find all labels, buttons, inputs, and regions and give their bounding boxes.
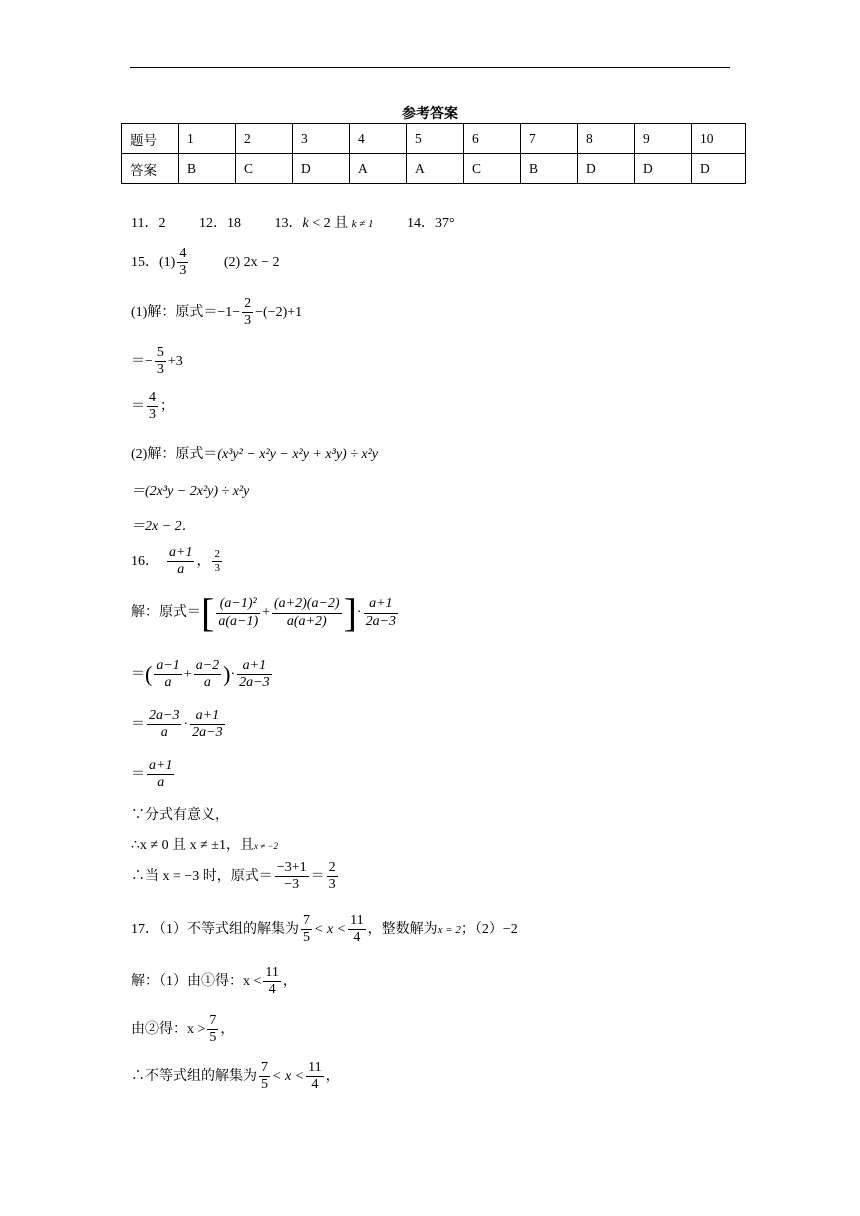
operator: + [262, 605, 271, 621]
denominator: a [164, 675, 172, 691]
page-title: 参考答案 [402, 107, 458, 122]
table-cell: 8 [578, 124, 635, 154]
fraction [275, 860, 309, 893]
numerator: 4 [147, 390, 158, 407]
q17-step2 [131, 1013, 234, 1046]
step-text: 17．（1）不等式组的解集为 [131, 921, 299, 937]
step-text: ， [325, 1068, 340, 1084]
denominator: 3 [214, 562, 220, 575]
q16-head [131, 545, 224, 578]
fraction [259, 1060, 270, 1093]
denominator: a [157, 775, 165, 791]
table-cell: A [350, 154, 407, 184]
fraction [147, 708, 181, 741]
table-cell: C [236, 154, 293, 184]
q15-label: 15．(1) [131, 254, 176, 270]
table-cell: 4 [350, 124, 407, 154]
q15-step3 [131, 390, 174, 423]
step-text: (2)解：原式＝ [131, 447, 218, 462]
left-paren: ( [145, 661, 153, 687]
q16-cond2 [131, 834, 278, 854]
answer-13-cond: < 2 且 [308, 216, 352, 231]
fraction [216, 596, 260, 629]
numerator: 7 [259, 1060, 270, 1077]
numerator: a+1 [167, 545, 194, 562]
numerator: 2a−3 [147, 708, 181, 725]
numerator: 11 [306, 1060, 323, 1077]
fraction [155, 345, 166, 378]
math-expression: (x³y² − x²y − x²y + x³y) ÷ x²y [217, 447, 378, 462]
q16-step1 [131, 590, 400, 635]
fraction [301, 913, 312, 946]
fraction [167, 545, 194, 578]
answer-11: 11．2 [131, 216, 166, 231]
operator: · [356, 605, 362, 621]
denominator: 5 [261, 1077, 268, 1093]
table-cell: B [521, 154, 578, 184]
denominator: 2a−3 [365, 613, 397, 629]
numerator: 7 [301, 913, 312, 930]
step-text: ； [160, 398, 174, 414]
step-text: ， [282, 973, 297, 989]
table-row-label: 答案 [122, 154, 179, 184]
numerator: 7 [207, 1013, 218, 1030]
table-cell: 1 [179, 124, 236, 154]
table-cell: D [692, 154, 746, 184]
denominator: 4 [311, 1077, 319, 1093]
table-cell: 10 [692, 124, 746, 154]
table-cell: C [464, 154, 521, 184]
numerator: a+1 [190, 708, 224, 725]
table-cell: D [578, 154, 635, 184]
table-cell: 9 [635, 124, 692, 154]
step-text: ∴当 x = −3 时，原式＝ [131, 868, 273, 884]
fraction [212, 548, 222, 574]
q16-cond1: ∵分式有意义， [131, 808, 229, 823]
q17-head [131, 913, 518, 946]
table-cell: 2 [236, 124, 293, 154]
table-row-answers [122, 154, 746, 184]
fraction [147, 390, 158, 423]
denominator: 4 [353, 930, 361, 946]
q17-step3 [131, 1060, 340, 1093]
numerator: a−1 [154, 658, 181, 675]
table-cell: D [635, 154, 692, 184]
operator: · [183, 716, 189, 732]
step-text: 由②得：x > [131, 1021, 206, 1037]
step-text: ∴不等式组的解集为 [131, 1068, 257, 1084]
q15-step1 [131, 296, 302, 329]
denominator: 2a−3 [239, 675, 270, 691]
q15-step4 [131, 443, 378, 463]
step-text: ＝− [131, 353, 153, 369]
denominator: 3 [179, 263, 187, 279]
right-bracket: ] [343, 590, 357, 635]
denominator: a [160, 725, 168, 741]
numerator: a+1 [237, 658, 271, 675]
step-text: +3 [167, 353, 183, 369]
fraction [190, 708, 224, 741]
q16-step3 [131, 708, 227, 741]
q17-step1 [131, 965, 297, 998]
answer-13-var: k [302, 216, 309, 231]
table-cell: 6 [464, 124, 521, 154]
denominator: a(a−1) [218, 613, 259, 629]
denominator: 3 [328, 877, 336, 893]
denominator: a [203, 675, 211, 691]
q16-step4 [131, 758, 176, 791]
denominator: 5 [303, 930, 310, 946]
separator: ， [196, 553, 211, 569]
denominator: 3 [244, 313, 252, 329]
answer-table [121, 123, 746, 184]
fraction [194, 658, 221, 691]
math-expression: ＝2x − 2． [131, 519, 196, 534]
math-expression: < x < [314, 921, 347, 937]
numerator: (a+2)(a−2) [272, 596, 342, 613]
operator: · [230, 666, 236, 682]
denominator: 5 [209, 1030, 217, 1046]
q16-cond3 [131, 860, 340, 893]
fraction [263, 965, 280, 998]
table-row-label: 题号 [122, 124, 179, 154]
numerator: (a−1)² [216, 596, 260, 613]
step-text: ＝ [131, 716, 145, 732]
table-row-numbers [122, 124, 746, 154]
step-text: ；（2）−2 [460, 921, 518, 937]
fraction [348, 913, 365, 946]
header-rule [130, 67, 730, 68]
fraction [364, 596, 398, 629]
step-text: 解：（1）由①得：x < [131, 973, 262, 989]
math-expression: ＝(2x³y − 2x²y) ÷ x²y [131, 484, 250, 499]
q15-part2: (2) 2x − 2 [223, 254, 280, 270]
q15-step6 [131, 515, 196, 535]
q15-step5 [131, 480, 249, 500]
denominator: 2a−3 [192, 725, 223, 741]
fraction [237, 658, 271, 691]
fraction [306, 1060, 323, 1093]
step-text: (1)解：原式＝−1− [131, 304, 241, 320]
numerator: a+1 [364, 596, 398, 613]
numerator: 2 [242, 296, 253, 313]
step-text: ＝ [131, 766, 145, 782]
answer-13-label: 13． [274, 216, 303, 231]
table-cell: B [179, 154, 236, 184]
numerator: 11 [348, 913, 365, 930]
denominator: −3 [284, 877, 300, 893]
fraction [177, 246, 188, 279]
numerator: −3+1 [275, 860, 309, 877]
fraction [207, 1013, 218, 1046]
math-expression: < x < [272, 1068, 305, 1084]
table-cell: D [293, 154, 350, 184]
numerator: 4 [177, 246, 188, 263]
answer-14: 14．37° [407, 216, 455, 231]
math-expression: x = 2 [437, 923, 461, 936]
q15-head [131, 246, 280, 279]
table-cell: A [407, 154, 464, 184]
step-text: 解：原式＝ [131, 605, 201, 621]
table-cell: 5 [407, 124, 464, 154]
numerator: 2 [327, 860, 338, 877]
numerator: 11 [263, 965, 280, 982]
fraction [327, 860, 338, 893]
table-cell: 7 [521, 124, 578, 154]
answers-11-14 [131, 212, 455, 232]
left-bracket: [ [201, 590, 215, 635]
fraction [242, 296, 253, 329]
denominator: a [177, 562, 185, 578]
numerator: a−2 [194, 658, 221, 675]
denominator: 3 [149, 407, 156, 423]
q15-step2 [131, 345, 183, 378]
numerator: 5 [155, 345, 166, 362]
numerator: 2 [214, 548, 220, 561]
step-text: ＝ [131, 398, 145, 414]
table-cell: 3 [293, 124, 350, 154]
step-text: −(−2)+1 [255, 304, 303, 320]
step-text: ∴x ≠ 0 且 x ≠ ±1，且 [131, 838, 254, 853]
step-text: ，整数解为 [367, 921, 438, 937]
right-paren: ) [223, 661, 231, 687]
operator: ＝ [310, 868, 325, 884]
q16-label: 16． [131, 553, 159, 569]
q16-step2 [131, 658, 274, 691]
math-expression: x ≠ −2 [253, 841, 278, 851]
fraction [154, 658, 181, 691]
denominator: 3 [156, 362, 164, 378]
denominator: 4 [268, 982, 276, 998]
step-text: ＝ [131, 666, 145, 682]
step-text: ， [220, 1021, 235, 1037]
answer-12: 12．18 [198, 216, 241, 231]
fraction [272, 596, 342, 629]
numerator: a+1 [147, 758, 174, 775]
denominator: a(a+2) [286, 613, 327, 629]
operator: + [183, 666, 192, 682]
fraction [147, 758, 174, 791]
answer-13-cond2: k ≠ 1 [351, 218, 374, 230]
